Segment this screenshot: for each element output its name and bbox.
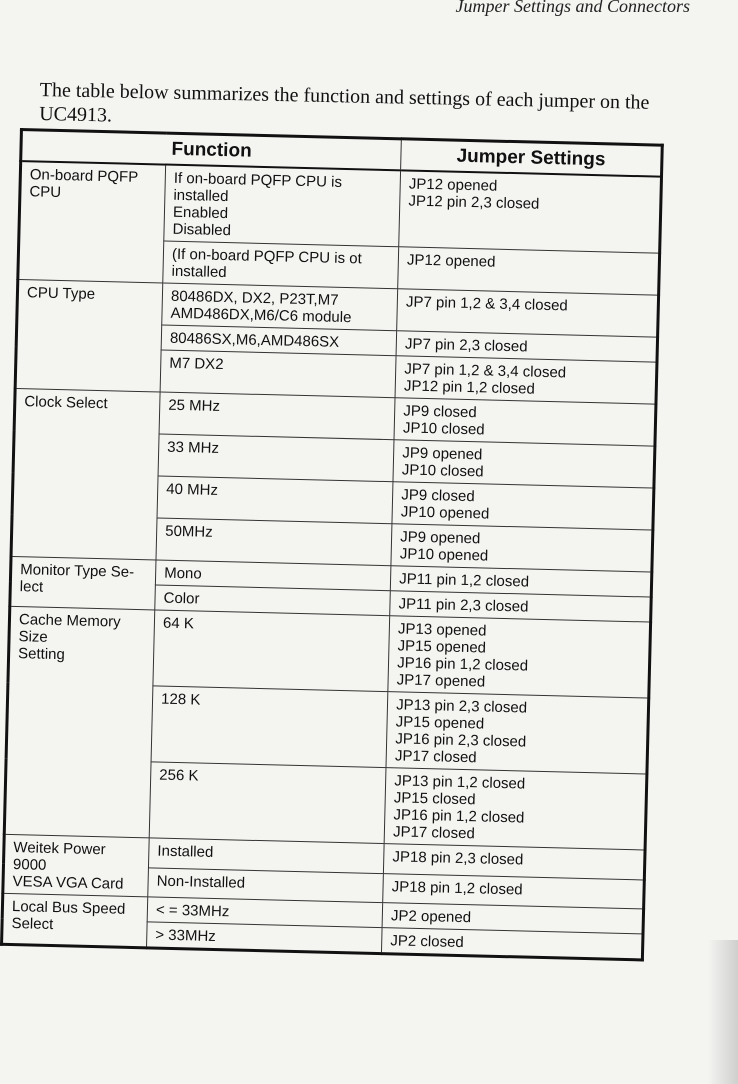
setting-label: JP9 closed (401, 486, 475, 506)
setting-label: JP11 pin 2,3 closed (398, 595, 529, 616)
option-cell (163, 241, 399, 289)
setting-label: JP7 pin 1,2 & 3,4 closed (404, 360, 567, 382)
setting-label: JP13 pin 2,3 closed (395, 696, 528, 717)
group-label: Weitek Power (13, 839, 106, 859)
option-label: < = 33MHz (155, 901, 230, 921)
group-cell (3, 834, 149, 897)
setting-label: JP17 closed (392, 823, 475, 843)
option-label: 256 K (159, 766, 199, 785)
option-label: 33 MHz (167, 438, 220, 457)
setting-label: JP15 opened (395, 713, 485, 733)
setting-label: JP12 opened (408, 175, 498, 195)
option-label: Installed (157, 842, 214, 861)
option-label: 64 K (162, 614, 195, 633)
group-label: Local Bus Speed (11, 898, 126, 918)
option-label: 50MHz (165, 522, 213, 541)
option-cell (149, 762, 386, 844)
setting-label: JP2 opened (390, 907, 472, 927)
setting-label: JP9 opened (402, 444, 483, 464)
group-label: Clock Select (24, 393, 108, 413)
setting-label: JP12 opened (406, 251, 496, 271)
option-cell (159, 392, 395, 440)
option-label: 80486SX,M6,AMD486SX (169, 329, 340, 351)
setting-label: JP10 closed (401, 461, 484, 481)
setting-label: JP11 pin 1,2 closed (399, 570, 530, 591)
setting-cell (391, 524, 653, 572)
setting-cell (386, 692, 649, 774)
option-label: installed (171, 262, 227, 282)
group-label: Select (11, 915, 54, 934)
group-label: On-board PQFP (29, 166, 139, 186)
option-label: 25 MHz (168, 396, 221, 415)
option-label: Non-Installed (156, 872, 246, 892)
group-cell (4, 606, 155, 837)
option-label: 80486DX, DX2, P23T,M7 (170, 287, 339, 309)
setting-label: JP15 closed (393, 789, 476, 809)
jumper-table-container (0, 128, 664, 961)
option-label: Disabled (172, 220, 232, 240)
option-label: M7 DX2 (169, 354, 224, 374)
table-row (8, 606, 651, 698)
setting-cell (388, 616, 651, 698)
setting-label: JP13 opened (397, 620, 487, 640)
setting-label: JP16 pin 2,3 closed (395, 730, 527, 751)
option-label: Color (163, 589, 200, 608)
setting-cell (395, 356, 657, 404)
setting-label: JP13 pin 1,2 closed (394, 772, 526, 793)
setting-label: JP17 opened (396, 671, 486, 691)
setting-cell (393, 440, 655, 488)
group-cell (18, 161, 166, 283)
setting-label: JP12 pin 1,2 closed (403, 377, 536, 398)
setting-label: JP10 opened (400, 503, 490, 523)
setting-label: JP7 pin 1,2 & 3,4 closed (405, 293, 568, 315)
option-cell (156, 518, 392, 566)
group-label: Size (18, 628, 48, 646)
setting-cell (384, 768, 647, 850)
page-edge-shadow (708, 940, 738, 1084)
setting-label: JP17 closed (394, 747, 477, 767)
group-label: 9000 (12, 856, 47, 874)
intro-paragraph: The table below summarizes the function and settings of each jumper on the UC4913. (39, 78, 650, 127)
setting-label: JP9 closed (403, 402, 477, 422)
option-cell (160, 350, 396, 398)
setting-label: JP18 pin 1,2 closed (391, 877, 523, 899)
setting-cell (394, 398, 656, 446)
setting-label: JP2 closed (390, 932, 464, 952)
option-label: (If on-board PQFP CPU is ot (171, 245, 362, 268)
option-label: > 33MHz (155, 926, 217, 946)
group-label: lect (19, 578, 44, 596)
option-label: If on-board PQFP CPU is (173, 169, 343, 191)
group-cell (11, 388, 160, 559)
setting-cell (399, 170, 662, 253)
group-label: CPU (29, 183, 62, 202)
group-cell (10, 556, 156, 610)
option-label: 40 MHz (166, 480, 219, 499)
group-label: CPU Type (26, 284, 96, 303)
option-cell (151, 686, 388, 768)
option-cell (147, 922, 383, 954)
group-label: Cache Memory (18, 611, 121, 631)
group-label: VESA VGA Card (12, 873, 124, 893)
setting-cell (382, 928, 643, 960)
option-cell (153, 610, 390, 692)
function-column-header: Function (21, 130, 402, 171)
setting-label: JP10 opened (399, 545, 489, 565)
option-label: AMD486DX,M6/C6 module (170, 304, 352, 327)
group-label: Setting (17, 645, 66, 664)
setting-label: JP7 pin 2,3 closed (404, 335, 528, 356)
jumper-table (0, 128, 664, 961)
running-header: Jumper Settings and Connectors (455, 0, 690, 16)
group-cell (2, 893, 148, 948)
setting-label: JP9 opened (400, 528, 481, 548)
option-label: Mono (164, 564, 202, 583)
settings-column-header: Jumper Settings (401, 139, 663, 177)
setting-cell (398, 247, 660, 295)
option-cell (164, 165, 401, 247)
table-row (19, 161, 662, 253)
option-label: Enabled (172, 203, 229, 223)
table-body (2, 161, 662, 960)
option-cell (158, 434, 394, 482)
group-label: Monitor Type Se- (20, 561, 135, 581)
setting-label: JP18 pin 2,3 closed (392, 848, 524, 869)
option-label: installed (173, 186, 229, 206)
setting-label: JP12 pin 2,3 closed (408, 192, 540, 213)
setting-cell (397, 289, 659, 337)
setting-label: JP15 opened (397, 637, 487, 657)
setting-label: JP10 closed (402, 419, 485, 439)
option-label: 128 K (160, 690, 201, 709)
option-cell (157, 476, 393, 524)
setting-label: JP16 pin 1,2 closed (396, 654, 529, 675)
option-cell (162, 283, 398, 331)
setting-cell (392, 482, 654, 530)
group-cell (15, 279, 163, 392)
setting-label: JP16 pin 1,2 closed (393, 806, 525, 827)
